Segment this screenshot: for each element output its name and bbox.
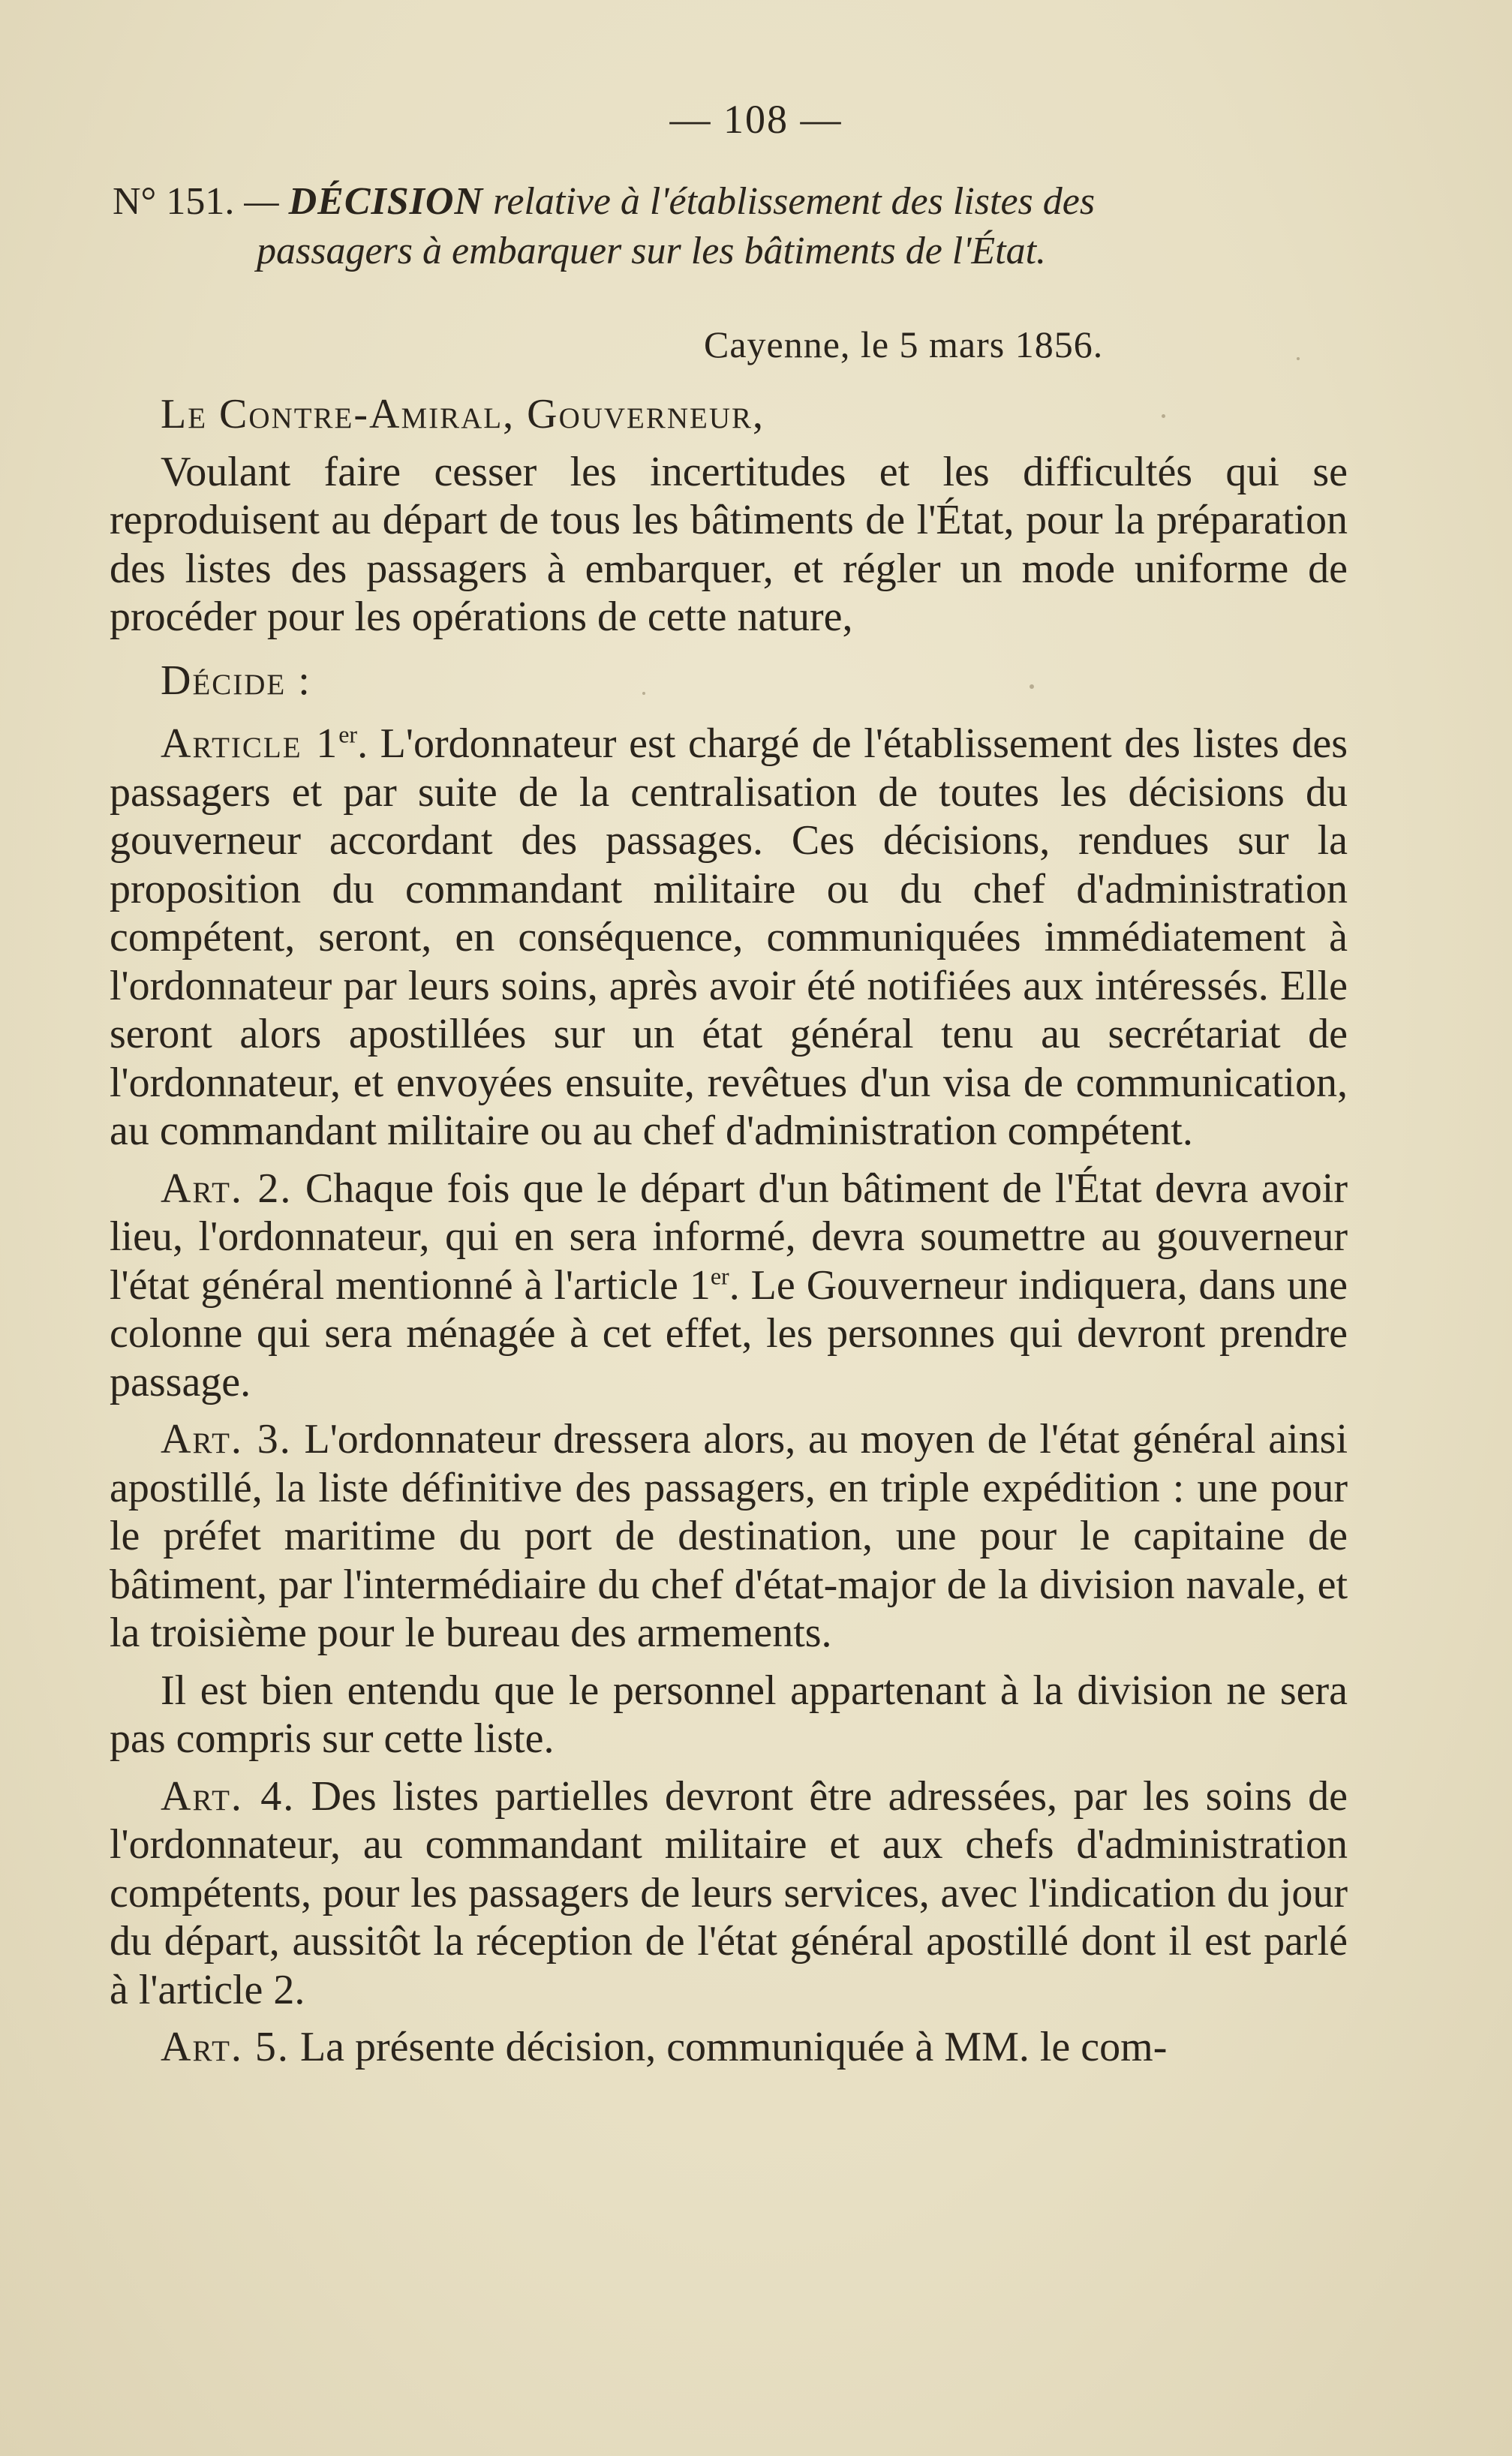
decision-heading: [113, 177, 1351, 276]
decide-line: Décide :: [161, 657, 311, 704]
authority-line: Le Contre-Amiral, Gouverneur,: [161, 391, 765, 437]
preamble-paragraph: Voulant faire cesser les incertitudes et les difficultés qui se reproduisent au départ de tous les bâtiments de l'État, pour la préparation des listes des passagers à embarquer, et régler un mode uniforme de procéder pour les opérations de cette nature,: [110, 448, 1348, 640]
dateline: Cayenne, le 5 mars 1856.: [704, 323, 1104, 365]
article-1-label: Article 1: [161, 720, 339, 767]
paper-speck: [1297, 357, 1300, 360]
article-1-text: . L'ordonnateur est chargé de l'établissement des listes des passagers et par suite de la centralisation de toutes les décisions du gouverneur accordant des passages. Ces décisions, rendues sur la proposition du commandant militaire ou du chef d'administration compétent, seront, en conséquence, communiquées immédiatement à l'ordonnateur par leurs soins, après avoir été notifiées aux intéressés. Elle seront alors apostillées sur un état général tenu au secrétariat de l'ordonnateur, et envoyées ensuite, revêtues d'un visa de communication, au commandant militaire ou au chef d'administration compétent.: [110, 720, 1348, 1154]
paper-speck: [1030, 684, 1034, 689]
page-number: — 108 —: [669, 97, 843, 142]
article-2-sup: er: [710, 1261, 729, 1289]
decision-number: N° 151.: [113, 180, 235, 223]
decision-title-word: DÉCISION: [288, 180, 484, 223]
article-3-note: Il est bien entendu que le personnel appartenant à la division ne sera pas compris sur cette liste.: [110, 1667, 1348, 1762]
article-5-label: Art. 5.: [161, 2024, 290, 2070]
paper-speck: [642, 692, 645, 695]
article-1-sup: er: [338, 720, 358, 748]
heading-line2: passagers à embarquer sur les bâtiments de l'État.: [257, 230, 1047, 272]
article-2-label: Art. 2.: [161, 1165, 293, 1212]
article-3-text: L'ordonnateur dressera alors, au moyen de l'état général ainsi apostillé, la liste définitive des passagers, en triple expédition : une pour le préfet maritime du port de destination, une pour le capitaine de bâtiment, par l'intermédiaire du chef d'état-major de la division navale, et la troisième pour le bureau des armements.: [110, 1416, 1348, 1656]
article-2-text-b: . Le Gouverneur indiquera, dans une colonne qui sera ménagée à cet effet, les personnes qui devront prendre passage.: [110, 1261, 1348, 1405]
article-5-paragraph: [110, 2023, 1348, 2072]
article-3-label: Art. 3.: [161, 1416, 292, 1462]
article-4-text: Des listes partielles devront être adressées, par les soins de l'ordonnateur, au commandant militaire et aux chefs d'administration compétents, pour les passagers de leurs services, avec l'indication du jour du départ, aussitôt la réception de l'état général apostillé dont il est parlé à l'article 2.: [110, 1772, 1348, 2013]
article-2-paragraph: [110, 1165, 1348, 1407]
article-3-paragraph: [110, 1415, 1348, 1658]
paper-speck: [1162, 414, 1165, 418]
heading-line1-rest: relative à l'établissement des listes des: [483, 180, 1096, 223]
heading-dash: —: [234, 180, 289, 223]
article-4-paragraph: [110, 1772, 1348, 2015]
decision-body: [110, 390, 1348, 2072]
article-4-label: Art. 4.: [161, 1772, 296, 1820]
article-2-text-a: Chaque fois que le départ d'un bâtiment de l'État devra avoir lieu, l'ordonnateur, qui en sera informé, devra soumettre au gouverneur l'état général mentionné à l'article 1: [110, 1165, 1348, 1309]
article-1-paragraph: [110, 720, 1348, 1156]
article-5-text: La présente décision, communiquée à MM. le com-: [289, 2024, 1168, 2070]
